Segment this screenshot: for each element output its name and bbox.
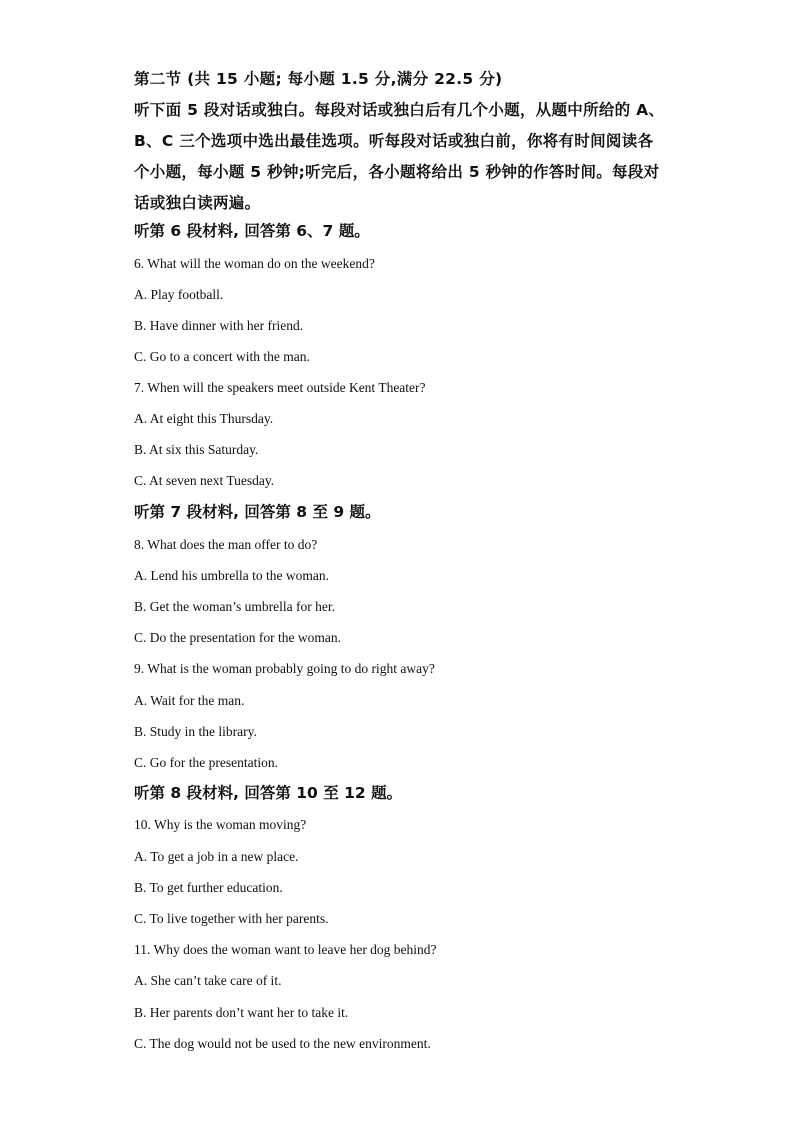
answer-option: A. She can’t take care of it. xyxy=(134,973,282,988)
question-stem: 8. What does the man offer to do? xyxy=(134,537,318,552)
answer-option: C. Go to a concert with the man. xyxy=(134,349,310,364)
instruction-line: B、C 三个选项中选出最佳选项。听每段对话或独白前，你将有时间阅读各 xyxy=(134,132,654,150)
material-heading-6: 听第 6 段材料, 回答第 6、7 题。 xyxy=(134,222,370,240)
material-heading-7: 听第 7 段材料, 回答第 8 至 9 题。 xyxy=(134,503,381,521)
answer-option: C. The dog would not be used to the new environment. xyxy=(134,1036,431,1051)
answer-option: A. At eight this Thursday. xyxy=(134,411,274,426)
question-stem: 7. When will the speakers meet outside Kent Theater? xyxy=(134,380,426,395)
answer-option: B. Have dinner with her friend. xyxy=(134,318,304,333)
section-heading: 第二节 (共 15 小题; 每小题 1.5 分,满分 22.5 分) xyxy=(134,70,503,88)
question-stem: 9. What is the woman probably going to do right away? xyxy=(134,661,435,676)
answer-option: A. Lend his umbrella to the woman. xyxy=(134,568,329,583)
material-heading-8: 听第 8 段材料, 回答第 10 至 12 题。 xyxy=(134,784,403,802)
answer-option: A. Wait for the man. xyxy=(134,693,245,708)
answer-option: B. At six this Saturday. xyxy=(134,442,259,457)
question-stem: 11. Why does the woman want to leave her dog behind? xyxy=(134,942,437,957)
answer-option: C. Go for the presentation. xyxy=(134,755,278,770)
answer-option: C. Do the presentation for the woman. xyxy=(134,630,341,645)
instruction-line: 个小题，每小题 5 秒钟;听完后，各小题将给出 5 秒钟的作答时间。每段对 xyxy=(134,163,660,181)
answer-option: C. At seven next Tuesday. xyxy=(134,473,275,488)
intro-block xyxy=(134,64,674,219)
answer-option: B. Get the woman’s umbrella for her. xyxy=(134,599,335,614)
question-stem: 10. Why is the woman moving? xyxy=(134,817,307,832)
answer-option: B. To get further education. xyxy=(134,880,283,895)
answer-option: A. To get a job in a new place. xyxy=(134,849,299,864)
instruction-line: 话或独白读两遍。 xyxy=(134,194,261,212)
question-stem: 6. What will the woman do on the weekend? xyxy=(134,256,375,271)
instruction-line: 听下面 5 段对话或独白。每段对话或独白后有几个小题，从题中所给的 A、 xyxy=(134,101,665,119)
answer-option: B. Study in the library. xyxy=(134,724,257,739)
answer-option: C. To live together with her parents. xyxy=(134,911,329,926)
answer-option: B. Her parents don’t want her to take it. xyxy=(134,1005,349,1020)
answer-option: A. Play football. xyxy=(134,287,224,302)
